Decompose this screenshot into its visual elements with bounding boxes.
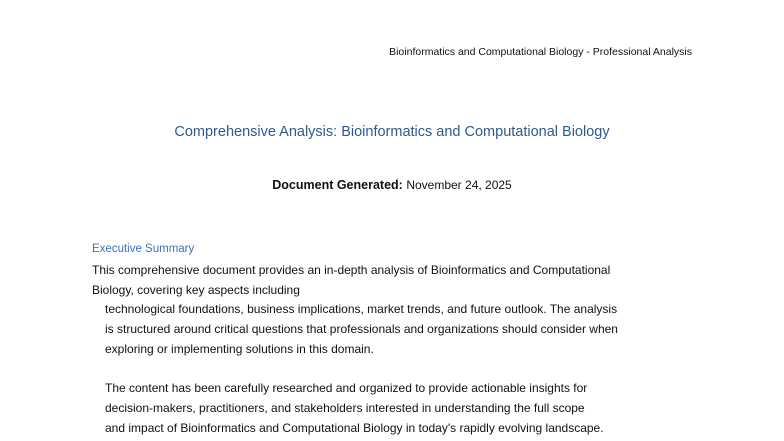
executive-summary-heading: Executive Summary: [92, 243, 195, 255]
generated-line: [0, 178, 784, 192]
summary-line: decision-makers, practitioners, and stakeholders interested in understanding the full scope: [105, 401, 585, 415]
summary-line: This comprehensive document provides an in-depth analysis of Bioinformatics and Computational: [92, 263, 611, 277]
summary-line: is structured around critical questions that professionals and organizations should consider when: [105, 322, 618, 336]
running-header: Bioinformatics and Computational Biology - Professional Analysis: [389, 46, 692, 58]
summary-line: The content has been carefully researched and organized to provide actionable insights for: [105, 381, 588, 395]
summary-line: and impact of Bioinformatics and Computational Biology in today's rapidly evolving landscape.: [105, 421, 604, 435]
summary-line: Biology, covering key aspects including: [92, 283, 300, 297]
summary-line: technological foundations, business implications, market trends, and future outlook. The analysis: [105, 302, 618, 316]
generated-label: Document Generated:: [272, 178, 403, 192]
generated-date: November 24, 2025: [406, 178, 512, 192]
summary-line: exploring or implementing solutions in this domain.: [105, 342, 374, 356]
document-title: Comprehensive Analysis: Bioinformatics and Computational Biology: [174, 124, 610, 140]
